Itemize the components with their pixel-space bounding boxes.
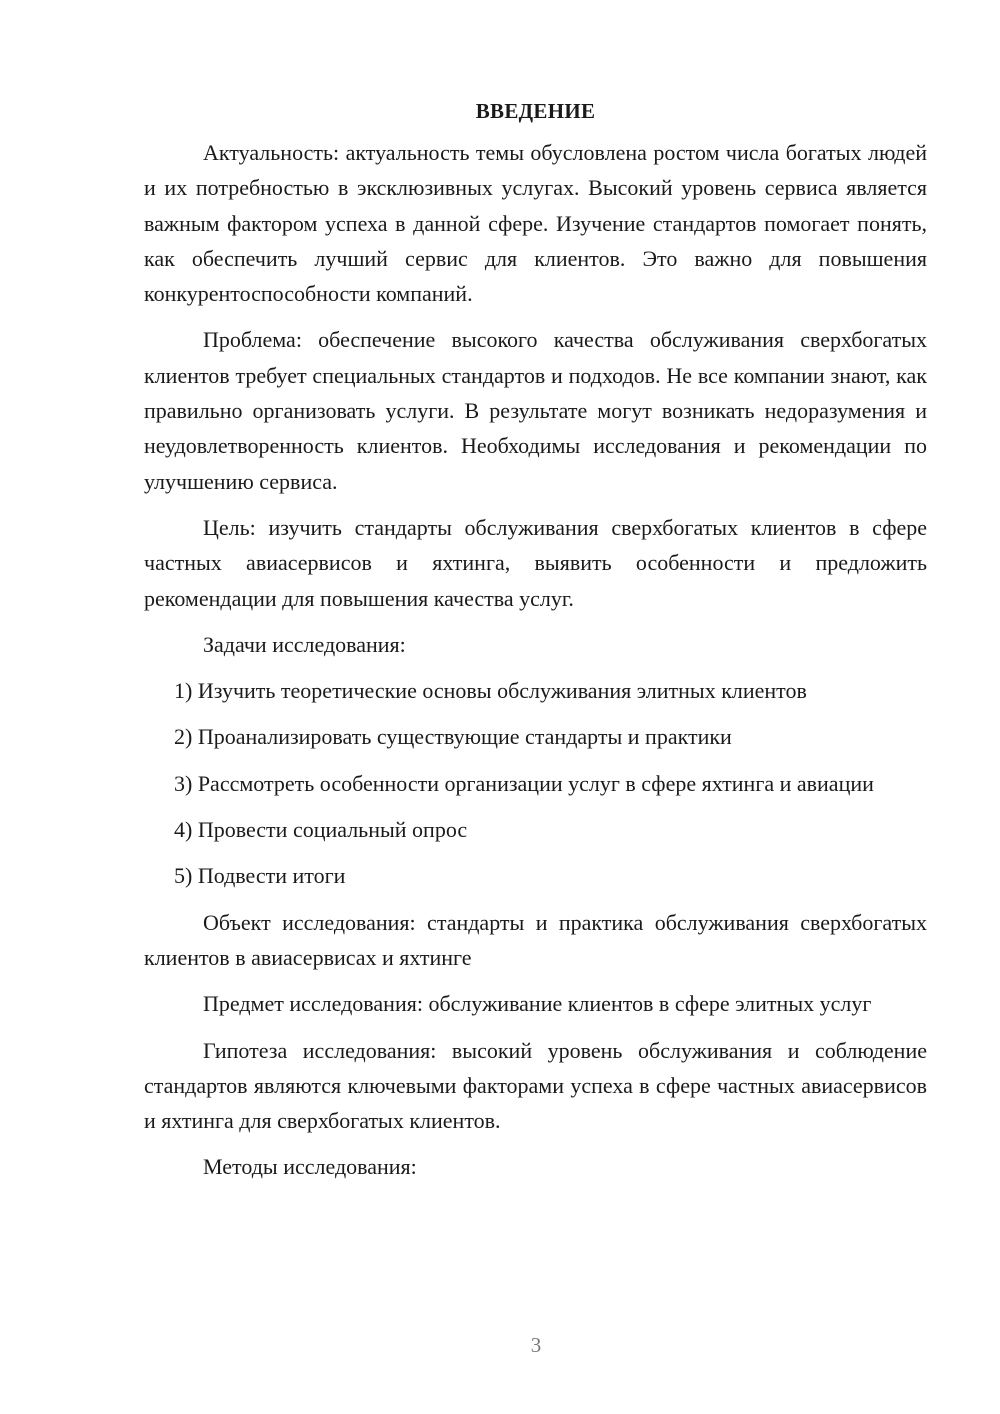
paragraph-hypothesis: Гипотеза исследования: высокий уровень обслуживания и соблюдение стандартов являются ключевыми факторами успеха в сфере частных авиасервисов и яхтинга для сверхбогатых клиентов.	[144, 1037, 927, 1134]
page-number: 3	[530, 1333, 542, 1357]
paragraph-subject: Предмет исследования: обслуживание клиентов в сфере элитных услуг	[203, 991, 872, 1017]
paragraph-object: Объект исследования: стандарты и практика обслуживания сверхбогатых клиентов в авиасервисах и яхтинге	[144, 909, 927, 970]
paragraph-methods: Методы исследования:	[203, 1154, 417, 1180]
task-item: 4) Провести социальный опрос	[174, 817, 468, 843]
task-item: 2) Проанализировать существующие стандарты и практики	[174, 724, 732, 750]
task-item: 5) Подвести итоги	[174, 863, 346, 889]
page-body	[144, 96, 927, 1196]
paragraph-problem: Проблема: обеспечение высокого качества обслуживания сверхбогатых клиентов требует специальных стандартов и подходов. Не все компании знают, как правильно организовать услуги. В результате могут возникать недоразумения и неудовлетворенность клиентов. Необходимы исследования и рекомендации по улучшению сервиса.	[144, 327, 927, 494]
paragraph-tasks-intro: Задачи исследования:	[203, 631, 406, 657]
paragraph-relevance: Актуальность: актуальность темы обусловлена ростом числа богатых людей и их потребностью в эксклюзивных услугах. Высокий уровень сервиса является важным фактором успеха в данной сфере. Изучение стандартов помогает понять, как обеспечить лучший сервис для клиентов. Это важно для повышения конкурентоспособности компаний.	[144, 140, 927, 307]
section-heading: ВВЕДЕНИЕ	[475, 99, 596, 123]
task-item: 1) Изучить теоретические основы обслуживания элитных клиентов	[174, 678, 807, 704]
paragraph-goal: Цель: изучить стандарты обслуживания сверхбогатых клиентов в сфере частных авиасервисов и яхтинга, выявить особенности и предложить рекомендации для повышения качества услуг.	[144, 514, 927, 611]
task-item: 3) Рассмотреть особенности организации услуг в сфере яхтинга и авиации	[174, 770, 874, 796]
